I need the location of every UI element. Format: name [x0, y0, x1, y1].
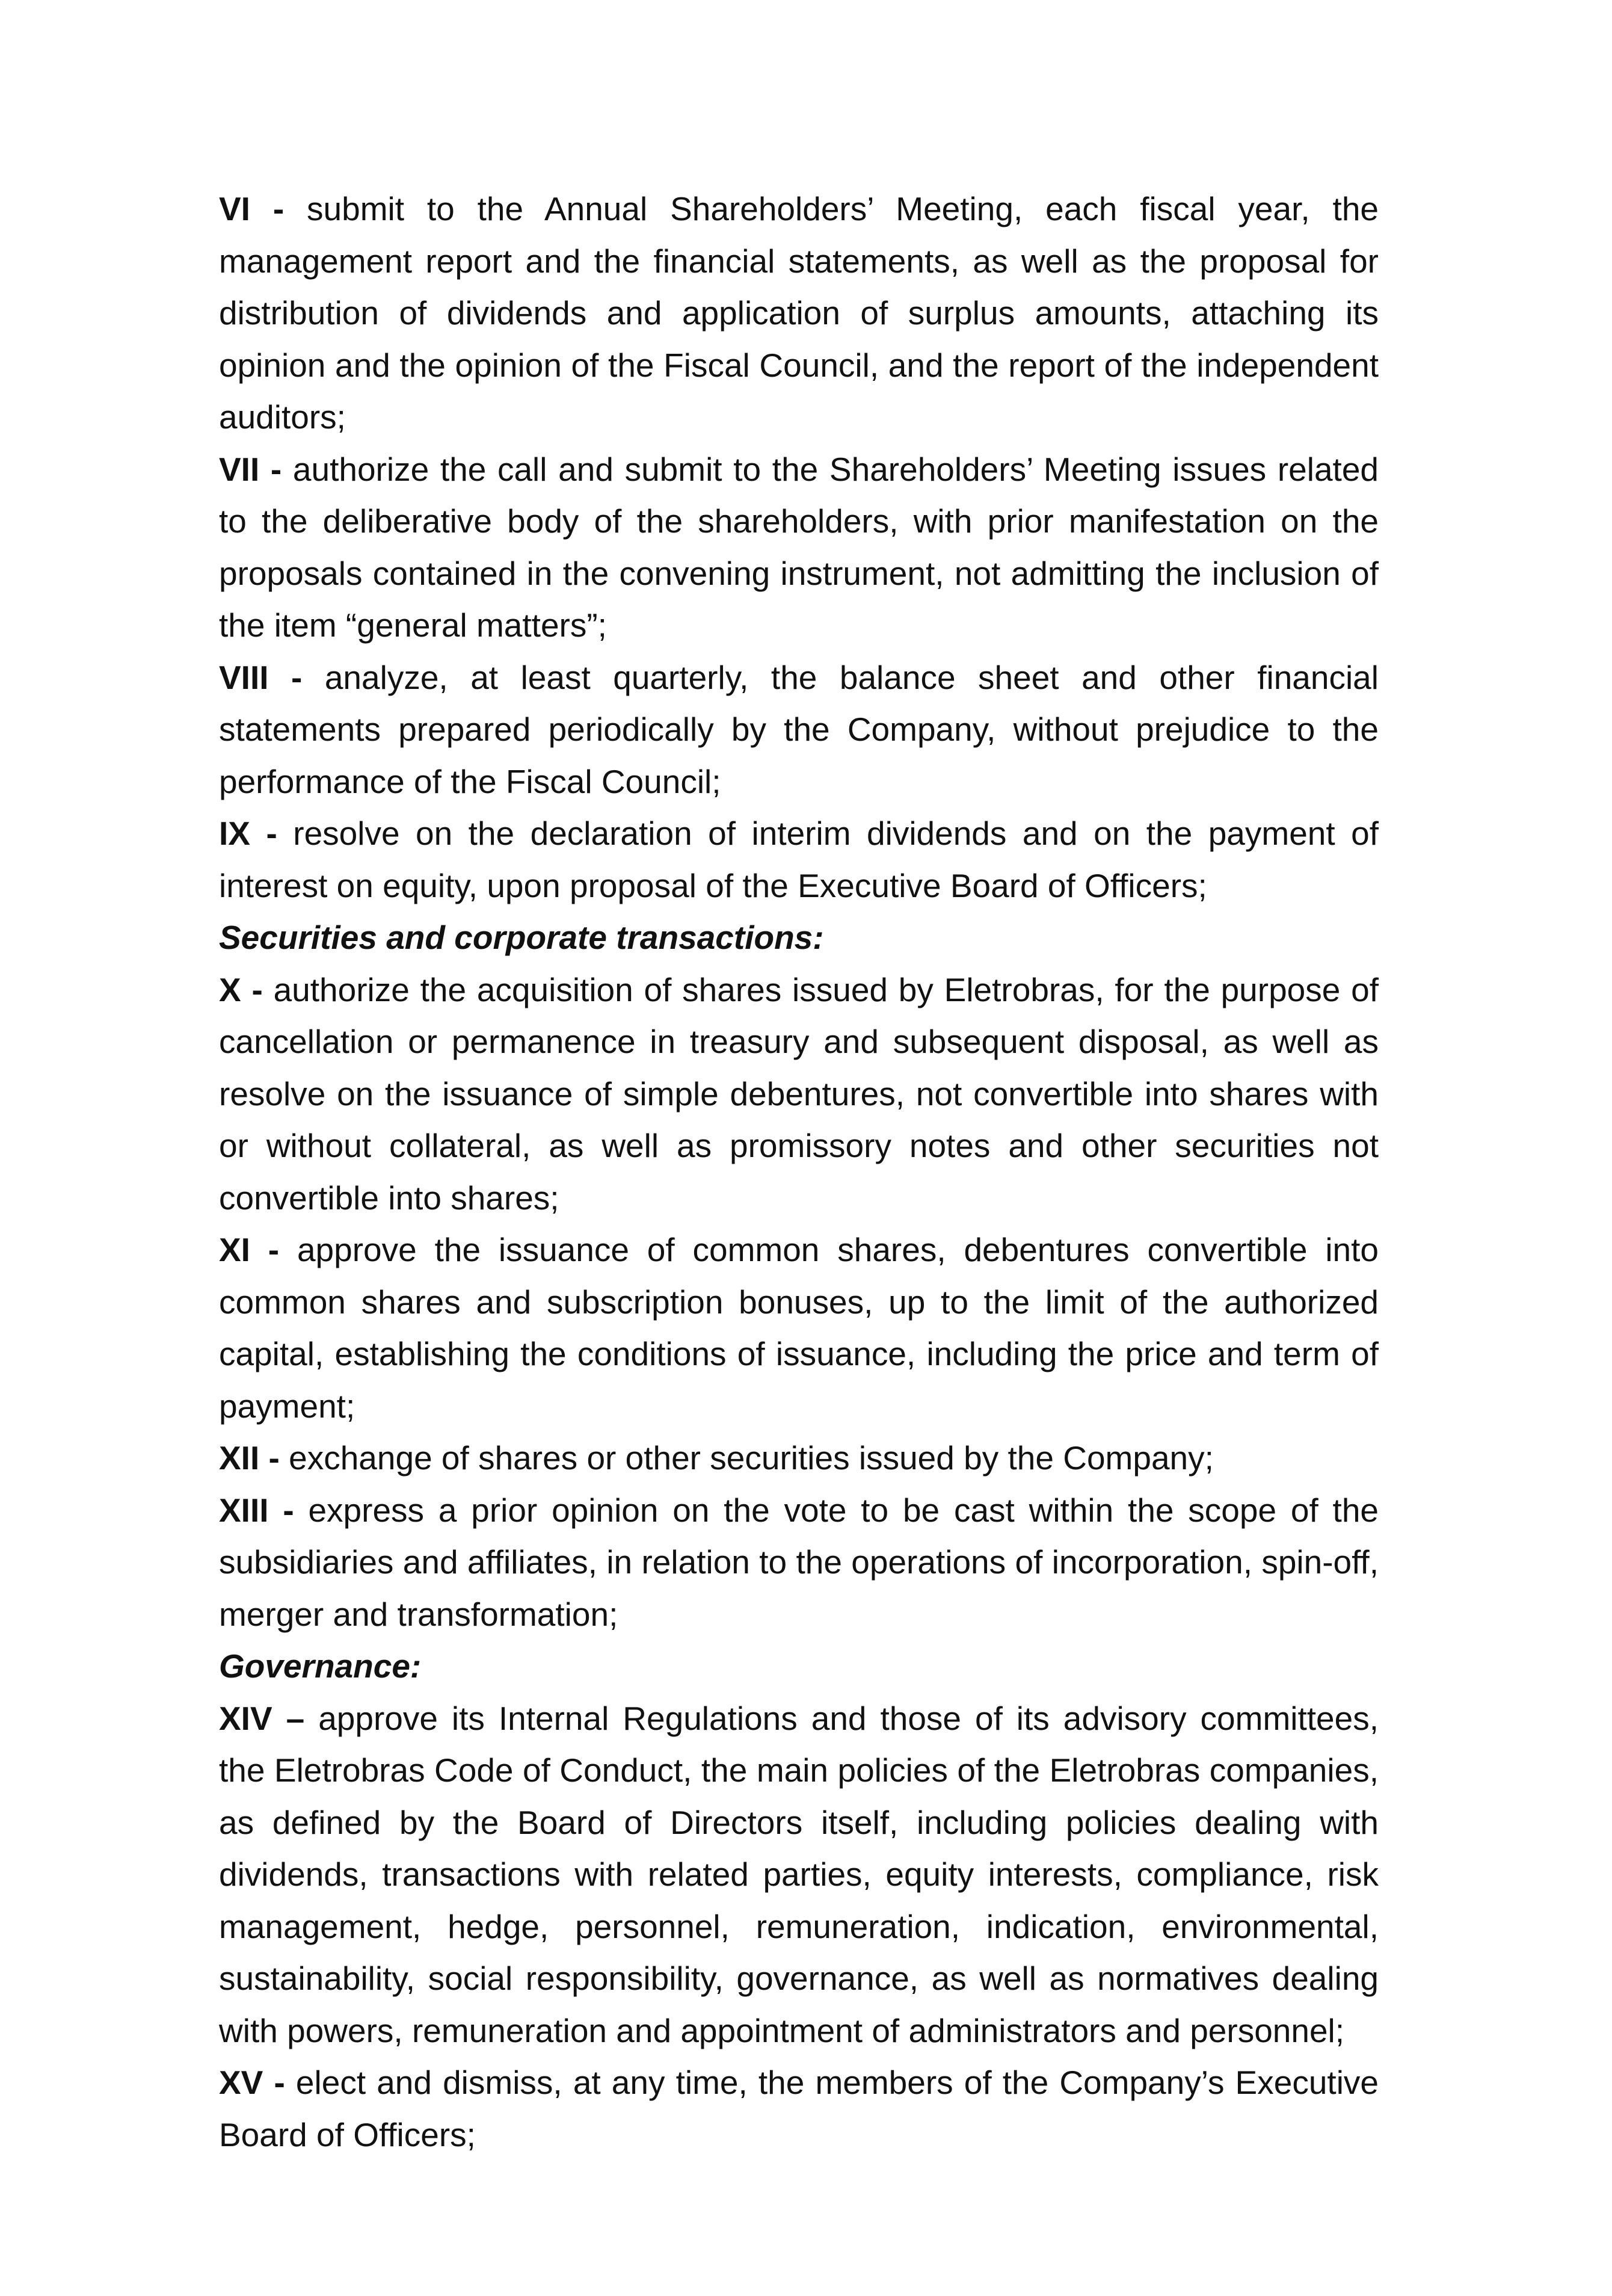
clause-number: IX - [219, 815, 277, 852]
clause-number: XIV – [219, 1699, 305, 1737]
clause-xiv [219, 1693, 1379, 2057]
clause-text: approve the issuance of common shares, debentures convertible into common shares and subscription bonuses, up to the limit of the authorized capital, establishing the conditions of issuance, including the price and term of payment; [219, 1231, 1379, 1425]
clause-text: express a prior opinion on the vote to be cast within the scope of the subsidiaries and affiliates, in relation to the operations of incorporation, spin-off, merger and transformation; [219, 1491, 1379, 1633]
clause-text: elect and dismiss, at any time, the members of the Company’s Executive Board of Officers; [219, 2064, 1379, 2153]
clause-number: VII - [219, 450, 282, 488]
clause-xii [219, 1432, 1379, 1484]
document-page [219, 183, 1379, 2161]
clause-number: VI - [219, 190, 285, 227]
clause-viii [219, 652, 1379, 808]
clause-text: exchange of shares or other securities issued by the Company; [289, 1439, 1214, 1477]
clause-text: analyze, at least quarterly, the balance sheet and other financial statements prepared periodically by the Company, without prejudice to the performance of the Fiscal Council; [219, 658, 1379, 800]
section-heading-securities: Securities and corporate transactions: [219, 919, 824, 956]
clause-vi [219, 183, 1379, 443]
clause-xiii [219, 1484, 1379, 1641]
clause-text: authorize the call and submit to the Shareholders’ Meeting issues related to the deliberative body of the shareholders, with prior manifestation on the proposals contained in the convening instrument, not admitting the inclusion of the item “general matters”; [219, 450, 1379, 644]
clause-text: approve its Internal Regulations and those of its advisory committees, the Eletrobras Code of Conduct, the main policies of the Eletrobras companies, as defined by the Board of Directors itself, including policies dealing with dividends, transactions with related parties, equity interests, compliance, risk management, hedge, personnel, remuneration, indication, environmental, sustainability, social responsibility, governance, as well as normatives dealing with powers, remuneration and appointment of administrators and personnel; [219, 1699, 1379, 2049]
clause-x [219, 964, 1379, 1224]
clause-number: X - [219, 971, 263, 1008]
clause-number: XI - [219, 1231, 280, 1268]
section-heading-governance: Governance: [219, 1647, 422, 1685]
clause-xi [219, 1224, 1379, 1432]
clause-text: authorize the acquisition of shares issued by Eletrobras, for the purpose of cancellation or permanence in treasury and subsequent disposal, as well as resolve on the issuance of simple debentures, not convertible into shares with or without collateral, as well as promissory notes and other securities not convertible into shares; [219, 971, 1379, 1217]
clause-xv [219, 2057, 1379, 2161]
clause-text: submit to the Annual Shareholders’ Meeting, each fiscal year, the management report and the financial statements, as well as the proposal for distribution of dividends and application of surplus amounts, attaching its opinion and the opinion of the Fiscal Council, and the report of the independent auditors; [219, 190, 1379, 436]
clause-number: XII - [219, 1439, 280, 1477]
clause-number: XIII - [219, 1491, 294, 1529]
clause-number: XV - [219, 2064, 285, 2101]
clause-vii [219, 443, 1379, 652]
clause-text: resolve on the declaration of interim dividends and on the payment of interest on equity, upon proposal of the Executive Board of Officers; [219, 815, 1379, 904]
clause-number: VIII - [219, 658, 303, 696]
clause-ix [219, 807, 1379, 912]
